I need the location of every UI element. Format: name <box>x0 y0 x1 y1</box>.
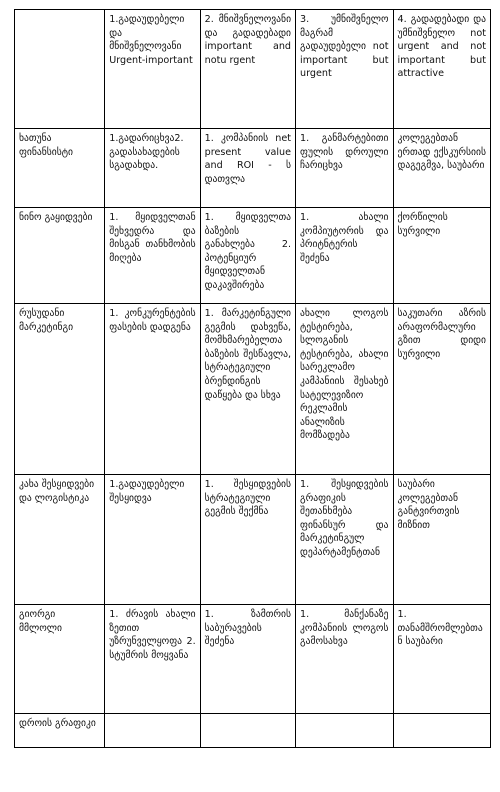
table-cell: 1. კონკურენტების ფასების დადგენა <box>105 304 200 475</box>
row-label: ხათუნა ფინანსისტი <box>15 129 105 208</box>
table-row <box>15 129 491 208</box>
table-cell: 1. შესყიდვების სტრატეგიული გეგმის შექმნა <box>200 475 295 605</box>
table-cell: 1. თანამშრომლებთან საუბარი <box>393 605 491 714</box>
table-cell: 1. ახალი კომპიუტორის და პრიტნტერის შეძენა <box>296 208 393 304</box>
table-cell: ახალი ლოგოს ტესტირება, სლოგანის ტესტირება, ახალი სარეკლამო კამპანიის შესახებ სატელევიზიო რეკლამის ანალიზის მომზადება <box>296 304 393 475</box>
table-cell: 1. ძრავის ახალი ზეთით უზრუნველყოფა 2. სტუმრის მოყვანა <box>105 605 200 714</box>
table-cell: 1. მყიდველთა ბაზების განახლება 2. პოტენციურ მყიდველთან დაკავშირება <box>200 208 295 304</box>
header-cell-not-urgent-not-important: 4. გადადებადი და უმნიშვნელო not urgent and not important but attractive <box>393 10 491 129</box>
table-cell: 1. კომპანიის net present value and ROI - ს დათვლა <box>200 129 295 208</box>
table-cell: 1. შესყიდვების გრაფიკის შეთანხმება ფინანსურ და მარკეტინგულ დეპარტამენტთან <box>296 475 393 605</box>
table-cell: 1. მარკეტინგული გეგმის დახვეწა, მომხმარებელთა ბაზების შესწავლა, სტრატეგიული ბრენდინგის დაწყება და სხვა <box>200 304 295 475</box>
header-cell-not-important-urgent: 3. უმნიშვნელო მაგრამ გადაუდებელი not important but urgent <box>296 10 393 129</box>
table-row <box>15 475 491 605</box>
table-row <box>15 714 491 748</box>
table-cell: 1. მყიდველთან შეხვედრა და მისგან თანხმობის მიღება <box>105 208 200 304</box>
row-label: დროის გრაფიკი <box>15 714 105 748</box>
table-cell: საკუთარი აზრის არაფორმალური გზით დიდი სურვილი <box>393 304 491 475</box>
table-cell <box>296 714 393 748</box>
table-cell: ქორწილის სურვილი <box>393 208 491 304</box>
table-cell: 1. განმარტებითი ფულის დროული ჩარიცხვა <box>296 129 393 208</box>
row-label: რუსუდანი მარკეტინგი <box>15 304 105 475</box>
table-cell: 1.გადარიცხვა2. გადასახადების სგადახდა. <box>105 129 200 208</box>
row-label: გიორგი მმლოლი <box>15 605 105 714</box>
table-cell: საუბარი კოლეგებთან განტვირთვის მიზნით <box>393 475 491 605</box>
table-cell <box>200 714 295 748</box>
table-body <box>15 10 491 748</box>
corner-cell <box>15 10 105 129</box>
header-cell-important-not-urgent: 2. მნიშვნელოვანი და გადადებადი important and notu rgent <box>200 10 295 129</box>
row-label: კახა შესყიდვები და ლოგისტიკა <box>15 475 105 605</box>
table-cell: 1. ზამთრის საბურავების შეძენა <box>200 605 295 714</box>
table-row <box>15 605 491 714</box>
header-row <box>15 10 491 129</box>
table-cell <box>105 714 200 748</box>
table-cell: 1. მანქანაზე კომპანიის ლოგოს გამოსახვა <box>296 605 393 714</box>
table-cell: კოლეგებთან ერთად ექსკურსიის დაგეგმვა, საუბარი <box>393 129 491 208</box>
table-cell <box>393 714 491 748</box>
row-label: ნინო გაყიდვები <box>15 208 105 304</box>
table-cell: 1.გადაუდებელი შესყიდვა <box>105 475 200 605</box>
priority-matrix-table <box>14 9 491 748</box>
header-cell-urgent-important: 1.გადაუდებელი და მნიშვნელოვანი Urgent-important <box>105 10 200 129</box>
table-row <box>15 304 491 475</box>
table-row <box>15 208 491 304</box>
